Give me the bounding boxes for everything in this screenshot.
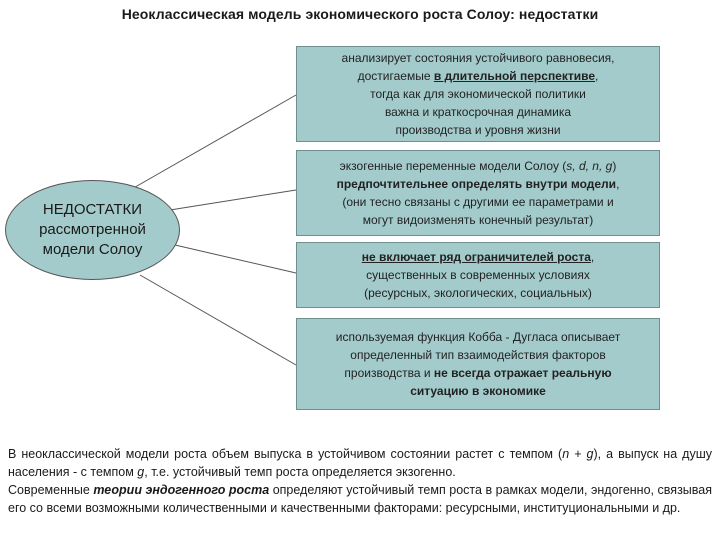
box1-line-2: достигаемые в длительной перспективе,: [357, 69, 599, 83]
drawback-box-3: [296, 242, 660, 308]
footer-paragraph-2: Современные теории эндогенного роста определяют устойчивый темп роста в рамках модели, эндогенно, связывая его со всеми возможными количественными и качественными факторами: ресурсными, институциональными и др.: [8, 483, 713, 515]
center-line-1: НЕДОСТАТКИ: [42, 201, 143, 218]
drawback-box-1: [296, 46, 660, 142]
center-line-2: рассмотренной: [39, 221, 146, 238]
box3-line-2: существенных в современных условиях: [366, 268, 590, 282]
box1-line-4: важна и краткосрочная динамика: [384, 105, 572, 119]
center-line-3: модели Солоу: [42, 241, 143, 258]
box1-line-5: производства и уровня жизни: [395, 123, 561, 137]
box2-line-3: (они тесно связаны с другими ее параметрами и: [342, 195, 614, 209]
box1-line-1: анализирует состояния устойчивого равновесия,: [341, 51, 615, 65]
box1-line-3: тогда как для экономической политики: [370, 87, 586, 101]
box2-line-2: предпочтительнее определять внутри модели,: [336, 177, 620, 191]
footer-text: [8, 445, 712, 517]
connector-line-1: [130, 95, 296, 190]
footer-emphasis: теории эндогенного роста: [93, 483, 270, 497]
box2-line-1: экзогенные переменные модели Солоу (s, d, n, g): [339, 159, 617, 173]
box4-line-1: используемая функция Кобба - Дугласа описывает: [335, 330, 621, 344]
box1-emphasis: в длительной перспективе: [433, 69, 596, 83]
box3-line-3: (ресурсных, экологических, социальных): [364, 286, 592, 300]
connector-line-4: [140, 275, 296, 365]
box4-emphasis: не всегда отражает реальную: [433, 366, 612, 380]
box3-line-1: не включает ряд ограничителей роста,: [361, 250, 595, 264]
box2-line-4: могут видоизменять конечный результат): [362, 213, 594, 227]
page-title: Неоклассическая модель экономического роста Солоу: недостатки: [121, 6, 599, 22]
box2-emphasis: предпочтительнее определять внутри модели: [336, 177, 617, 191]
footer-paragraph-1: В неоклассической модели роста объем выпуска в устойчивом состоянии растет с темпом (n + g), а выпуск на душу населения - с темпом g, т.е. устойчивый темп роста определяется экзогенно.: [8, 447, 713, 479]
box4-line-4: ситуацию в экономике: [410, 384, 546, 398]
connector-line-2: [170, 190, 296, 210]
center-ellipse: [5, 180, 180, 280]
box3-emphasis: не включает ряд ограничителей роста: [361, 250, 591, 264]
connector-line-3: [175, 245, 296, 273]
drawback-box-4: [296, 318, 660, 410]
box4-line-2: определенный тип взаимодействия факторов: [350, 348, 606, 362]
box4-line-3: производства и не всегда отражает реальную: [344, 366, 612, 380]
drawback-box-2: [296, 150, 660, 236]
